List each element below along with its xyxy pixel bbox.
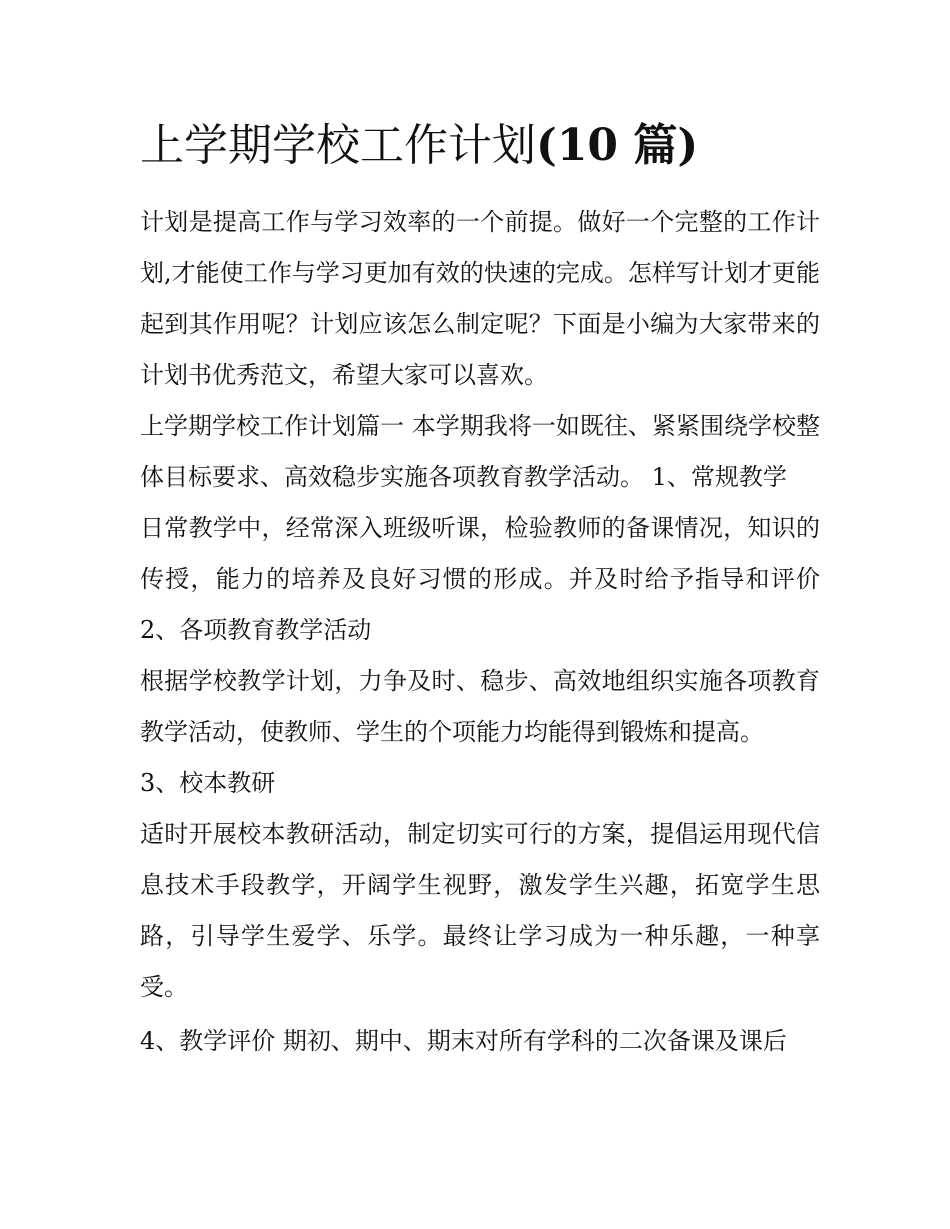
document-title <box>140 114 840 178</box>
document-title-suffix: (10 篇) <box>536 120 699 171</box>
section-one-paragraph: 上学期学校工作计划篇一 本学期我将一如既往、紧紧围绕学校整体目标要求、高效稳步实施各项教育教学活动。 1、常规教学 <box>140 412 820 491</box>
intro-paragraph: 计划是提高工作与学习效率的一个前提。做好一个完整的工作计划,才能使工作与学习更加有效的快速的完成。怎样写计划才更能起到其作用呢？计划应该怎么制定呢？下面是小编为大家带来的计划书优秀范文，希望大家可以喜欢。 <box>140 208 820 389</box>
school-research-paragraph: 适时开展校本教研活动，制定切实可行的方案，提倡运用现代信息技术手段教学，开阔学生视野，激发学生兴趣，拓宽学生思路，引导学生爱学、乐学。最终让学习成为一种乐趣，一种享受。 <box>140 820 820 1001</box>
daily-teaching-paragraph: 日常教学中，经常深入班级听课，检验教师的备课情况，知识的传授，能力的培养及良好习惯的形成。并及时给予指导和评价 2、各项教育教学活动 <box>140 514 820 644</box>
document-body <box>140 197 820 1067</box>
teaching-evaluation-paragraph: 4、教学评价 期初、期中、期末对所有学科的二次备课及课后 <box>140 1027 787 1055</box>
document-title-main: 上学期学校工作计划 <box>140 120 536 171</box>
activities-paragraph: 根据学校教学计划，力争及时、稳步、高效地组织实施各项教育教学活动，使教师、学生的个项能力均能得到锻炼和提高。 <box>140 667 820 746</box>
school-research-heading: 3、校本教研 <box>140 769 276 797</box>
